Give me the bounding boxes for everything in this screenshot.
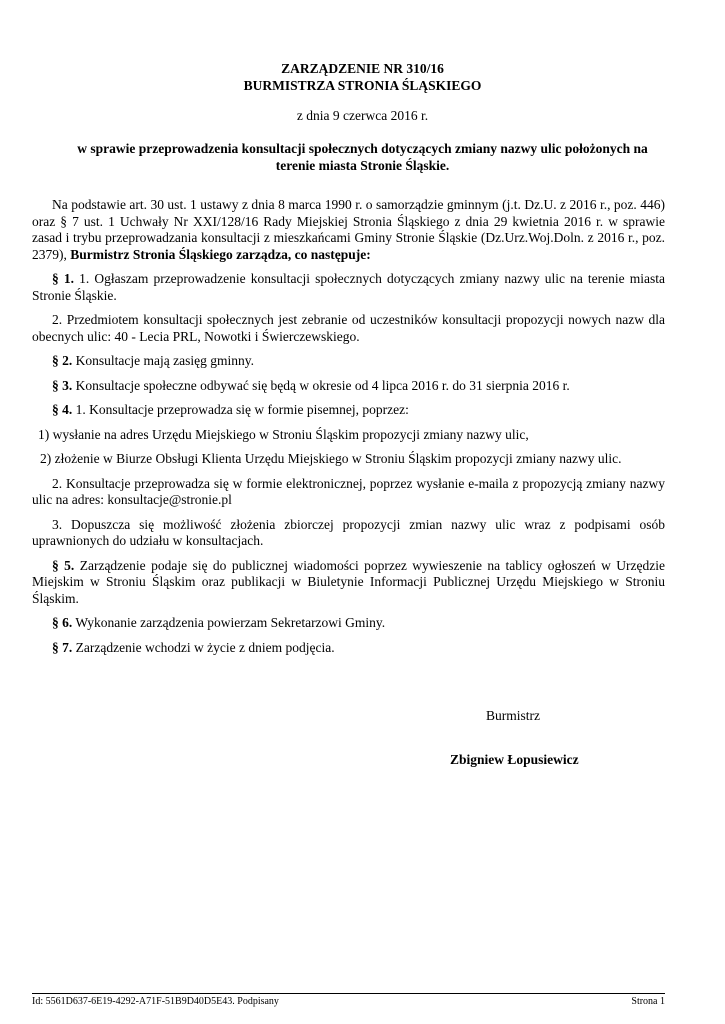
paragraph-4-point-1: 1) wysłanie na adres Urzędu Miejskiego w Stroniu Śląskim propozycji zmiany nazwy ulic, <box>38 426 529 442</box>
signature-name: Zbigniew Łopusiewicz <box>450 752 579 767</box>
document-subject <box>60 141 665 174</box>
paragraph-4-item-3: 3. Dopuszcza się możliwość złożenia zbiorczej propozycji zmian nazwy ulic wraz z podpisami osób uprawnionych do udziału w konsultacjach. <box>32 516 665 548</box>
document-body <box>32 197 665 664</box>
footer-divider <box>32 993 665 994</box>
subject-line-1: w sprawie przeprowadzenia konsultacji społecznych dotyczących zmiany nazwy ulic położonych na <box>77 141 648 156</box>
preamble-bold: Burmistrz Stronia Śląskiego zarządza, co następuje: <box>70 246 371 262</box>
paragraph-1: § 1. 1. Ogłaszam przeprowadzenie konsultacji społecznych dotyczących zmiany nazwy ulic na terenie miasta Stronie Śląskie. <box>32 271 666 303</box>
signature-role: Burmistrz <box>486 708 540 723</box>
paragraph-4-point-2: 2) złożenie w Biurze Obsługi Klienta Urzędu Miejskiego w Stroniu Śląskim propozycji zmiany nazwy ulic. <box>40 451 622 466</box>
title-line-2: BURMISTRZA STRONIA ŚLĄSKIEGO <box>243 78 482 93</box>
subject-line-2: terenie miasta Stronie Śląskie. <box>275 157 450 173</box>
paragraph-3: § 3. Konsultacje społeczne odbywać się będą w okresie od 4 lipca 2016 r. do 31 sierpnia 2016 r. <box>52 377 570 393</box>
paragraph-4: § 4. 1. Konsultacje przeprowadza się w formie pisemnej, poprzez: <box>52 402 409 417</box>
paragraph-5: § 5. Zarządzenie podaje się do publicznej wiadomości poprzez wywieszenie na tablicy ogłoszeń w Urzędzie Miejskim w Stroniu Śląskim oraz publikacji w Biuletynie Informacji Publicznej Urzędu Miejskiego w Stroniu Śląskim. <box>32 557 666 606</box>
title-line-1: ZARZĄDZENIE NR 310/16 <box>281 61 444 76</box>
document-date: z dnia 9 czerwca 2016 r. <box>296 108 429 123</box>
document-title <box>0 60 725 94</box>
paragraph-4-item-2: 2. Konsultacje przeprowadza się w formie elektronicznej, poprzez wysłanie e-maila z propozycją zmiany nazwy ulic na adres: konsultacje@stronie.pl <box>32 475 665 507</box>
paragraph-6: § 6. Wykonanie zarządzenia powierzam Sekretarzowi Gminy. <box>52 615 386 630</box>
paragraph-2: § 2. Konsultacje mają zasięg gminny. <box>52 353 254 368</box>
footer-document-id: Id: 5561D637-6E19-4292-A71F-51B9D40D5E43. Podpisany <box>32 996 279 1007</box>
paragraph-7: § 7. Zarządzenie wchodzi w życie z dniem podjęcia. <box>52 639 335 655</box>
footer-page-number: Strona 1 <box>631 996 665 1007</box>
preamble: Na podstawie art. 30 ust. 1 ustawy z dnia 8 marca 1990 r. o samorządzie gminnym (j.t. Dz.U. z 2016 r., poz. 446) oraz § 7 ust. 1 Uchwały Nr XXI/128/16 Rady Miejskiej Stronia Śląskiego z dnia 29 kwietnia 2016 r. w sprawie zasad i trybu przeprowadzania konsultacji z mieszkańcami Gminy Stronie Śląskie (Dz.Urz.Woj.Doln. z 2016 r., poz. 2379), Burmistrz Stronia Śląskiego zarządza, co następuje: <box>32 197 665 262</box>
paragraph-1-item-2: 2. Przedmiotem konsultacji społecznych jest zebranie od uczestników konsultacji propozycji nowych nazw dla obecnych ulic: 40 - Lecia PRL, Nowotki i Świerczewskiego. <box>32 312 665 344</box>
